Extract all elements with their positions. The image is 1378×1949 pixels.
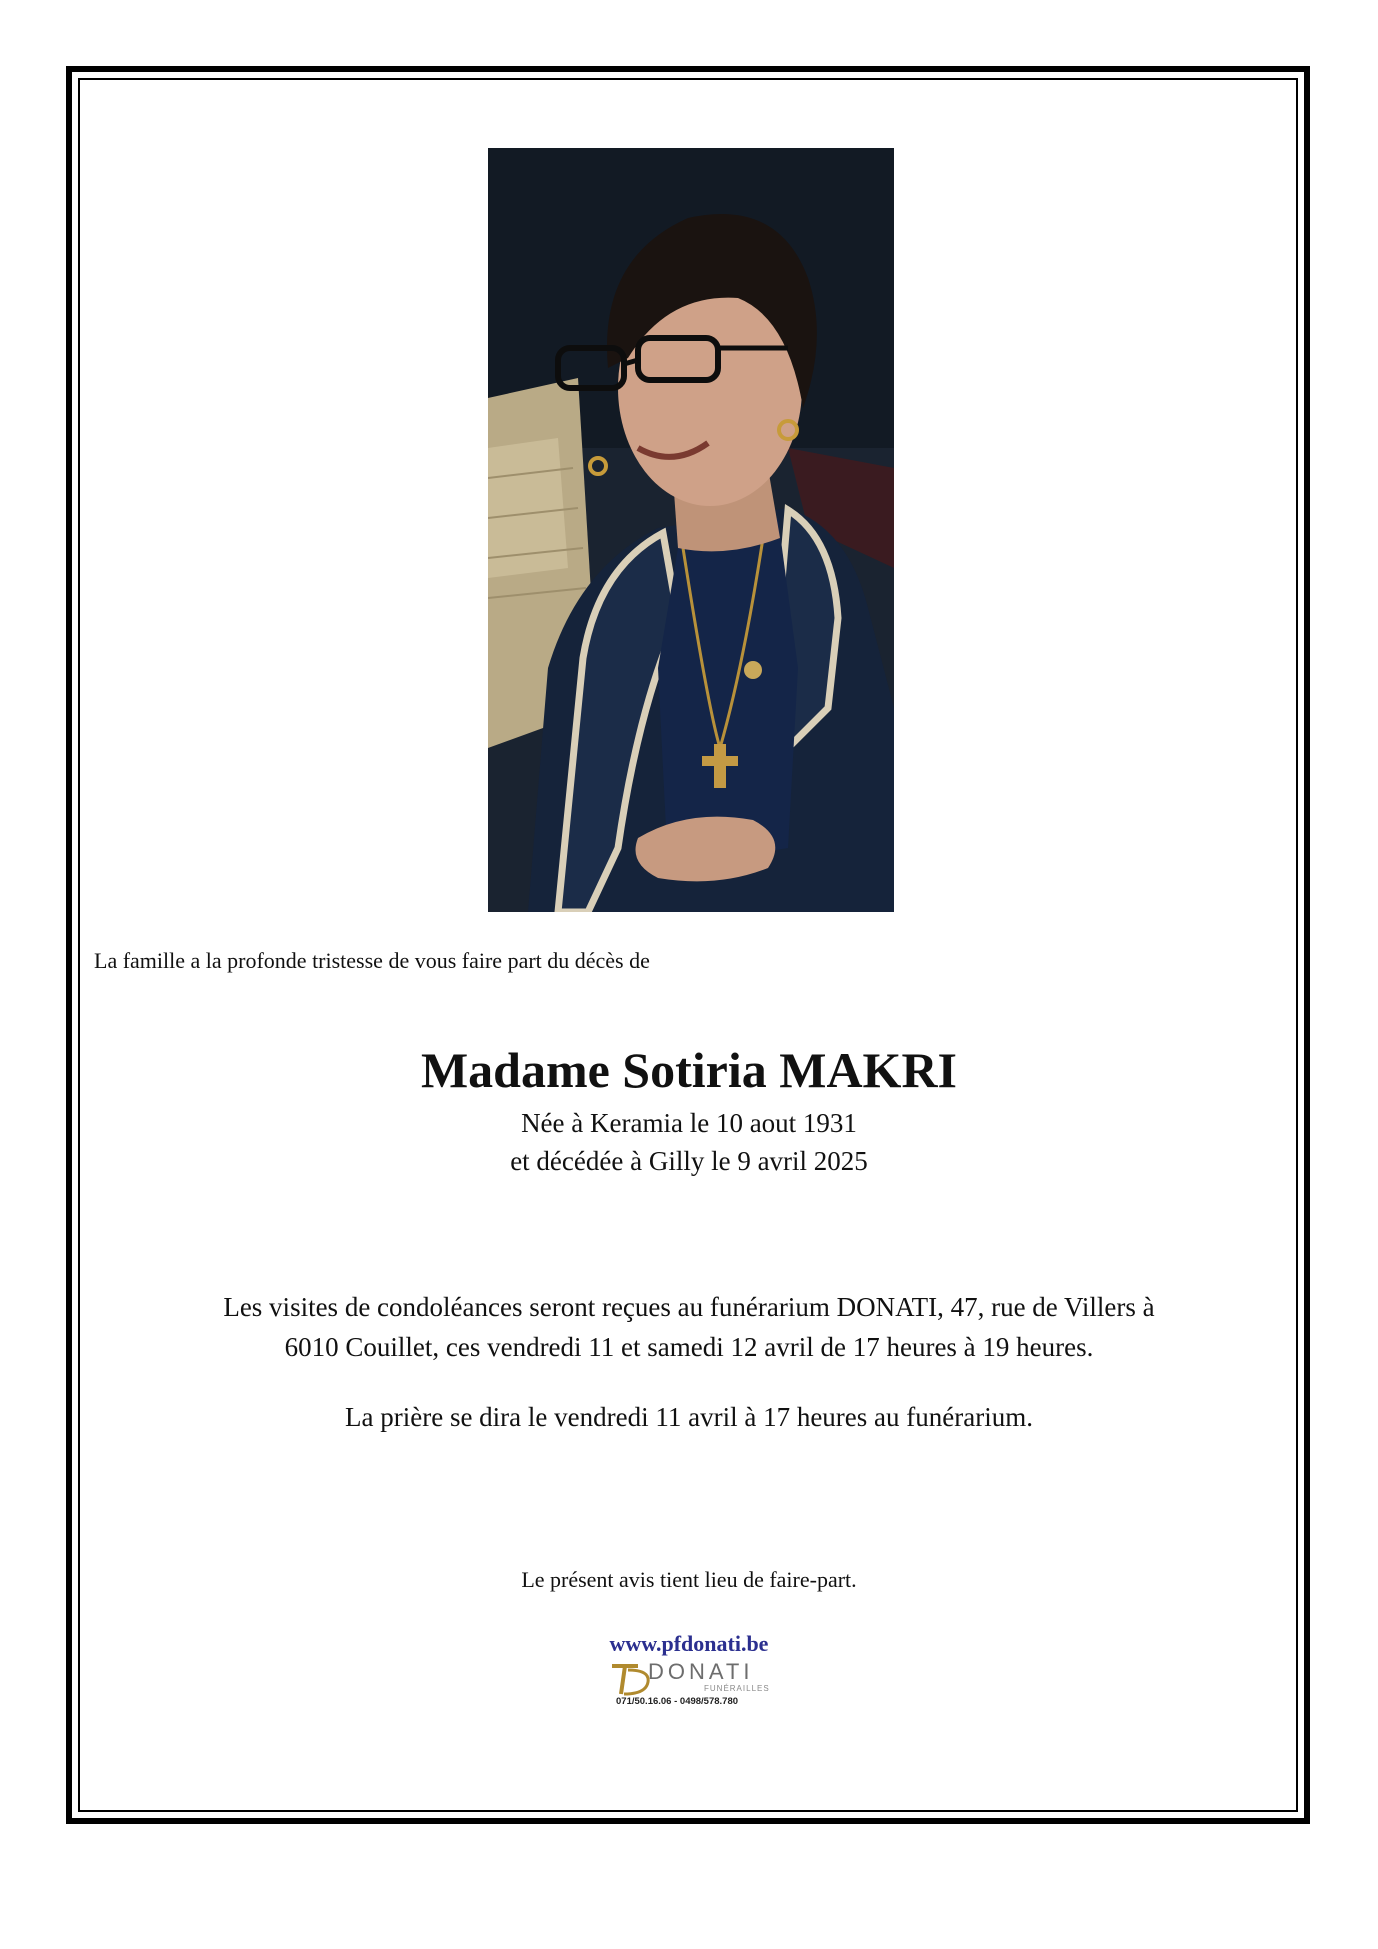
logo-name: DONATI xyxy=(648,1659,754,1684)
donati-logo xyxy=(608,1660,772,1708)
visits-line-1: Les visites de condoléances seront reçues au funérarium DONATI, 47, rue de Villers à xyxy=(223,1292,1155,1322)
website-link[interactable]: www.pfdonati.be xyxy=(609,1631,769,1656)
death-line: et décédée à Gilly le 9 avril 2025 xyxy=(510,1146,868,1176)
notice-text: Le présent avis tient lieu de faire-part. xyxy=(521,1567,857,1592)
logo-subtitle: FUNÉRAILLES xyxy=(704,1684,770,1693)
prayer-line: La prière se dira le vendredi 11 avril à 17 heures au funérarium. xyxy=(345,1402,1033,1432)
donati-logo-mark-icon xyxy=(608,1662,652,1696)
intro-text: La famille a la profonde tristesse de vous faire part du décès de xyxy=(94,948,650,973)
visits-line-2: 6010 Couillet, ces vendredi 11 et samedi 12 avril de 17 heures à 19 heures. xyxy=(284,1332,1094,1362)
deceased-name: Madame Sotiria MAKRI xyxy=(420,1042,958,1098)
phone-numbers: 071/50.16.06 - 0498/578.780 xyxy=(616,1696,739,1707)
birth-line: Née à Keramia le 10 aout 1931 xyxy=(521,1108,857,1138)
portrait-photo xyxy=(488,148,894,912)
